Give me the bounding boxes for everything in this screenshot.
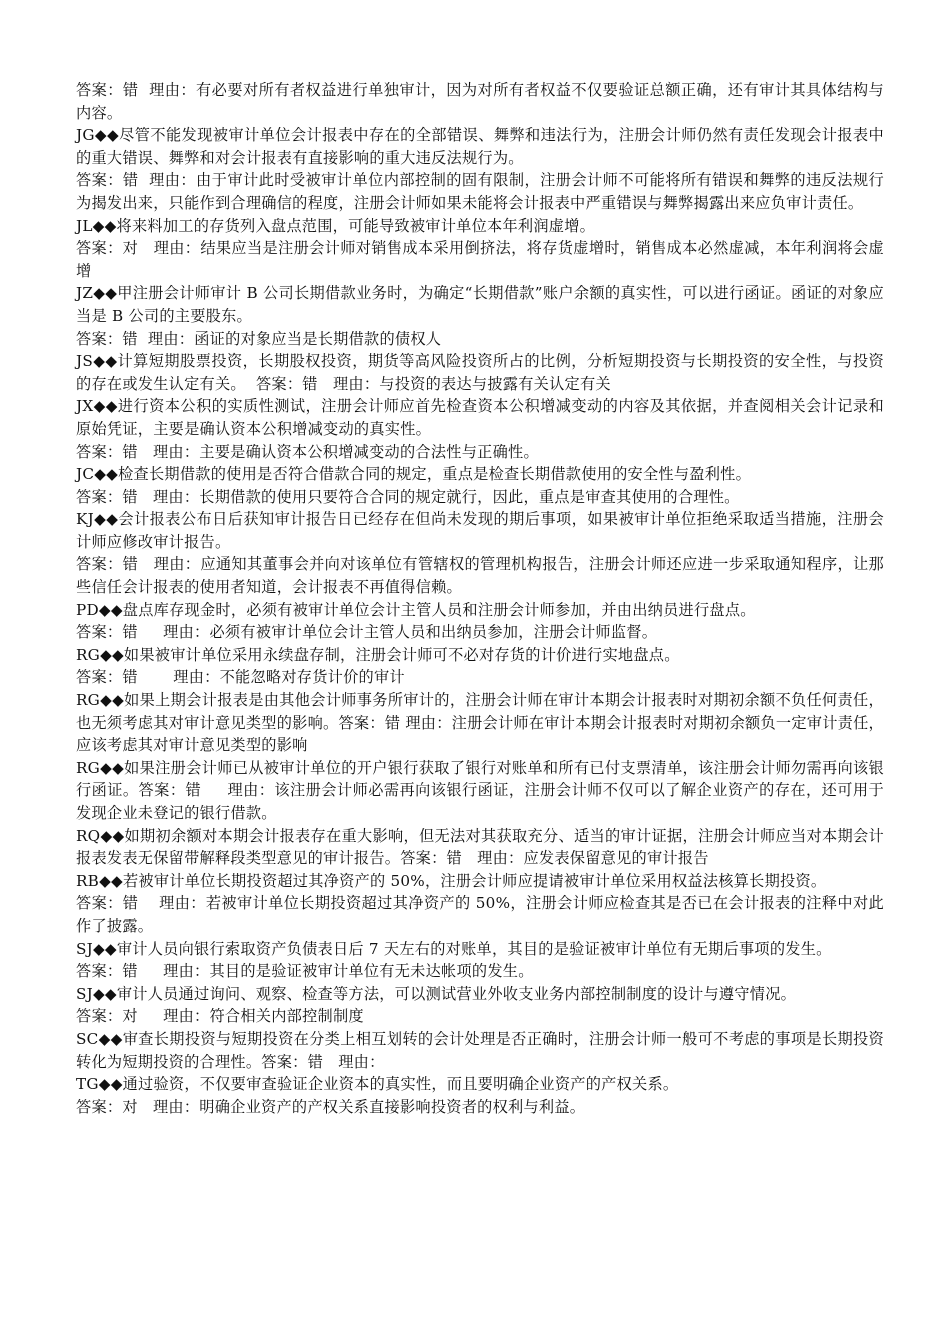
question-paragraph: SJ◆◆审计人员向银行索取资产负债表日后 7 天左右的对账单，其目的是验证被审计单位有无期后事项的发生。 — [76, 939, 832, 958]
question-paragraph: JG◆◆尽管不能发现被审计单位会计报表中存在的全部错误、舞弊和违法行为，注册会计师仍然有责任发现会计报表中的重大错误、舞弊和对会计报表有直接影响的重大违反法规行为。 — [76, 126, 884, 167]
question-paragraph: RG◆◆如果注册会计师已从被审计单位的开户银行获取了银行对账单和所有已付支票清单，该注册会计师勿需再向该银行函证。答案：错 理由：该注册会计师必需再向该银行函证，注册会计师不仅可以了解企业资产的存在，还可用于发现企业未登记的银行借款。 — [76, 758, 884, 822]
question-paragraph: SC◆◆审查长期投资与短期投资在分类上相互划转的会计处理是否正确时，注册会计师一般可不考虑的事项是长期投资转化为短期投资的合理性。答案：错 理由： — [76, 1029, 884, 1071]
question-paragraph: JC◆◆检查长期借款的使用是否符合借款合同的规定，重点是检查长期借款使用的安全性与盈利性。 — [76, 465, 752, 484]
document-body — [76, 79, 884, 1118]
question-paragraph: SJ◆◆审计人员通过询问、观察、检查等方法，可以测试营业外收支业务内部控制制度的设计与遵守情况。 — [76, 984, 797, 1003]
question-paragraph: JX◆◆进行资本公积的实质性测试，注册会计师应首先检查资本公积增减变动的内容及其依据，并查阅相关会计记录和原始凭证，主要是确认资本公积增减变动的真实性。 — [76, 397, 884, 438]
answer-paragraph: 答案：对 理由：结果应当是注册会计师对销售成本采用倒挤法，将存货虚增时，销售成本必然虚减，本年利润将会虚增 — [76, 239, 884, 280]
answer-paragraph: 答案：错 理由：长期借款的使用只要符合合同的规定就行，因此，重点是审查其使用的合理性。 — [76, 487, 740, 506]
answer-paragraph: 答案：错 理由：由于审计此时受被审计单位内部控制的固有限制，注册会计师不可能将所有错误和舞弊的违反法规行为揭发出来，只能作到合理确信的程度，注册会计师如果未能将会计报表中严重错误与舞弊揭露出来应负审计责任。 — [76, 171, 884, 212]
question-paragraph: RQ◆◆如期初余额对本期会计报表存在重大影响，但无法对其获取充分、适当的审计证据，注册会计师应当对本期会计报表发表无保留带解释段类型意见的审计报告。答案：错 理由：应发表保留意见的审计报告 — [76, 826, 884, 868]
answer-paragraph: 答案：对 理由：符合相关内部控制制度 — [76, 1007, 364, 1026]
answer-paragraph: 答案：错 理由：若被审计单位长期投资超过其净资产的 50%，注册会计师应检查其是否已在会计报表的注释中对此作了披露。 — [76, 894, 884, 935]
question-paragraph: RB◆◆若被审计单位长期投资超过其净资产的 50%，注册会计师应提请被审计单位采用权益法核算长期投资。 — [76, 871, 827, 890]
question-paragraph: RG◆◆如果被审计单位采用永续盘存制，注册会计师可不必对存货的计价进行实地盘点。 — [76, 645, 680, 664]
question-paragraph: KJ◆◆会计报表公布日后获知审计报告日已经存在但尚未发现的期后事项，如果被审计单位拒绝采取适当措施，注册会计师应修改审计报告。 — [76, 510, 884, 551]
answer-paragraph: 答案：错 理由：其目的是验证被审计单位有无未达帐项的发生。 — [76, 962, 534, 981]
question-paragraph: JZ◆◆甲注册会计师审计 B 公司长期借款业务时，为确定“长期借款”账户余额的真实性，可以进行函证。函证的对象应当是 B 公司的主要股东。 — [76, 284, 884, 325]
answer-paragraph: 答案：错 理由：应通知其董事会并向对该单位有管辖权的管理机构报告，注册会计师还应进一步采取通知程序，让那些信任会计报表的使用者知道，会计报表不再值得信赖。 — [76, 555, 884, 597]
answer-paragraph: 答案：错 理由：必须有被审计单位会计主管人员和出纳员参加，注册会计师监督。 — [76, 623, 658, 642]
answer-paragraph: 答案：对 理由：明确企业资产的产权关系直接影响投资者的权利与利益。 — [76, 1097, 586, 1116]
question-paragraph: JL◆◆将来料加工的存货列入盘点范围，可能导致被审计单位本年利润虚增。 — [76, 216, 596, 235]
answer-paragraph: 答案：错 理由：不能忽略对存货计价的审计 — [76, 668, 405, 687]
answer-paragraph: 答案：错 理由：函证的对象应当是长期借款的债权人 — [76, 329, 442, 348]
question-paragraph: JS◆◆计算短期股票投资，长期股权投资，期货等高风险投资所占的比例，分析短期投资与长期投资的安全性，与投资的存在或发生认定有关。 答案：错 理由：与投资的表达与披露有关认定有关 — [76, 352, 884, 393]
question-paragraph: TG◆◆通过验资，不仅要审查验证企业资本的真实性，而且要明确企业资产的产权关系。 — [76, 1075, 679, 1094]
question-paragraph: RG◆◆如果上期会计报表是由其他会计师事务所审计的，注册会计师在审计本期会计报表时对期初余额不负任何责任，也无须考虑其对审计意见类型的影响。答案：错 理由：注册会计师在审计本期会计报表时对期初余额负一定审计责任，应该考虑其对审计意见类型的影响 — [76, 691, 884, 755]
answer-paragraph: 答案：错 理由：主要是确认资本公积增减变动的合法性与正确性。 — [76, 442, 539, 461]
answer-paragraph: 答案：错 理由：有必要对所有者权益进行单独审计，因为对所有者权益不仅要验证总额正确，还有审计其具体结构与内容。 — [76, 81, 884, 122]
question-paragraph: PD◆◆盘点库存现金时，必须有被审计单位会计主管人员和注册会计师参加，并由出纳员进行盘点。 — [76, 600, 756, 619]
